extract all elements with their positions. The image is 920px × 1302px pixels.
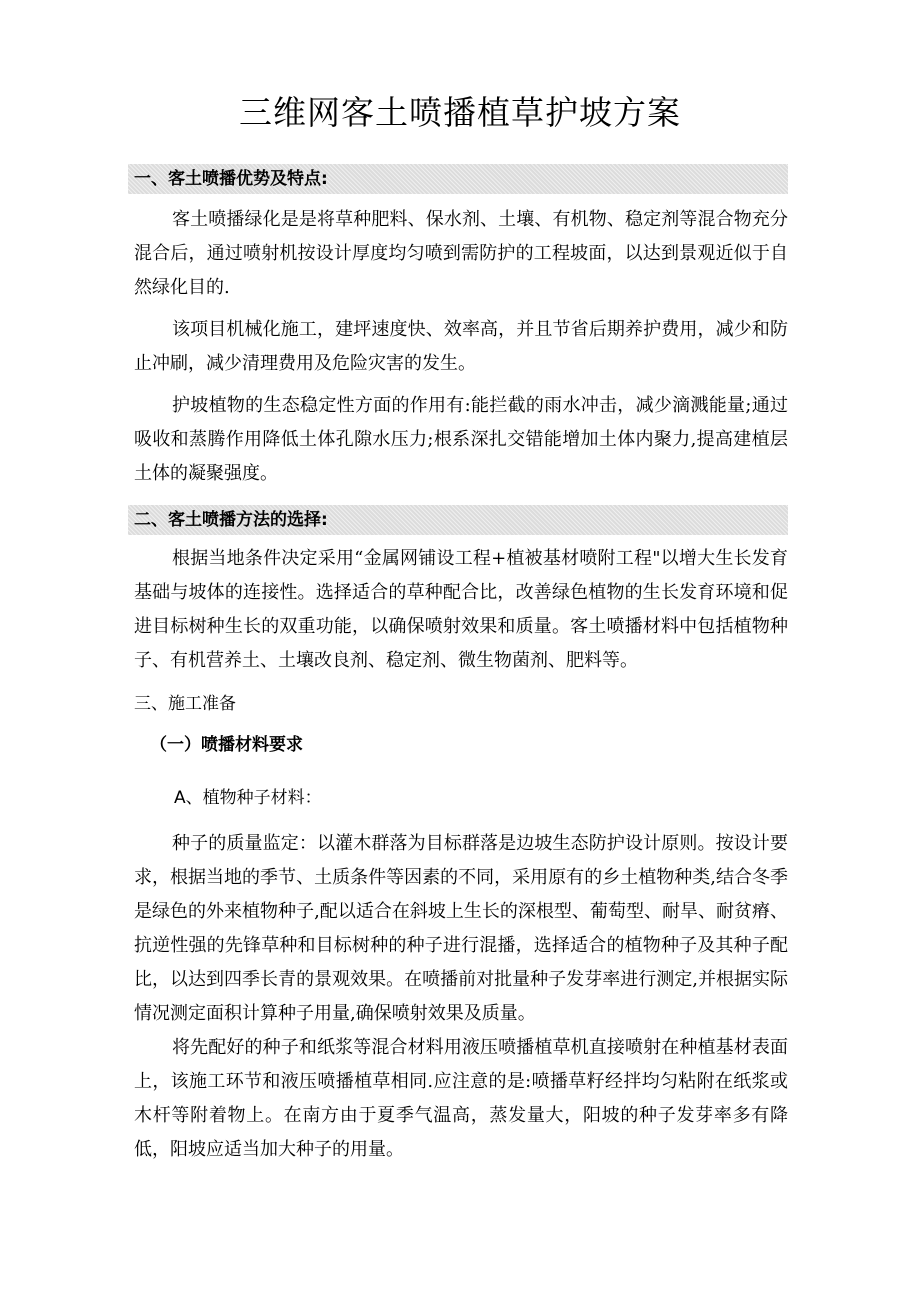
section-3-subheading: （一）喷播材料要求 xyxy=(150,735,303,755)
section-2-paragraph-1: 根据当地条件决定采用“金属网铺设工程+植被基材喷附工程"以增大生长发育基础与坡体的连接性。选择适合的草种配合比，改善绿色植物的生长发育环境和促进目标树种生长的双重功能，以确保喷射效果和质量。客土喷播材料中包括植物种子、有机营养土、土壤改良剂、稳定剂、微生物菌剂、肥料等。 xyxy=(134,548,788,671)
item-a-label: A、植物种子材料： xyxy=(174,788,322,808)
section-3-paragraph-1: 种子的质量监定：以灌木群落为目标群落是边坡生态防护设计原则。按设计要求，根据当地的季节、土质条件等因素的不同，采用原有的乡土植物种类,结合冬季是绿色的外来植物种子,配以适合在斜坡上生长的深根型、葡萄型、耐旱、耐贫瘠、抗逆性强的先锋草种和目标树种的种子进行混播，选择适合的植物种子及其种子配比，以达到四季长青的景观效果。在喷播前对批量种子发芽率进行测定,并根据实际情况测定面积计算种子用量,确保喷射效果及质量。 xyxy=(134,833,788,1024)
section-2-heading: 二、客土喷播方法的选择: xyxy=(128,505,788,535)
section-1-paragraph-2: 该项目机械化施工，建坪速度快、效率高，并且节省后期养护费用，减少和防止冲刷，减少清理费用及危险灾害的发生。 xyxy=(134,319,788,374)
section-1-paragraph-3: 护坡植物的生态稳定性方面的作用有:能拦截的雨水冲击，减少滴溅能量;通过吸收和蒸腾作用降低土体孔隙水压力;根系深扎交错能增加土体内聚力,提高建植层土体的凝聚强度。 xyxy=(134,395,788,484)
section-3-heading: 三、施工准备 xyxy=(134,694,236,714)
section-1-paragraph-1: 客土喷播绿化是是将草种肥料、保水剂、土壤、有机物、稳定剂等混合物充分混合后，通过喷射机按设计厚度均匀喷到需防护的工程坡面，以达到景观近似于自然绿化目的. xyxy=(134,209,788,298)
document-title: 三维网客土喷播植草护坡方案 xyxy=(239,93,681,132)
section-1-heading: 一、客土喷播优势及特点: xyxy=(128,164,788,194)
section-3-paragraph-2: 将先配好的种子和纸浆等混合材料用液压喷播植草机直接喷射在种植基材表面上，该施工环节和液压喷播植草相同.应注意的是:喷播草籽经拌均匀粘附在纸浆或木杆等附着物上。在南方由于夏季气温高，蒸发量大，阳坡的种子发芽率多有降低，阳坡应适当加大种子的用量。 xyxy=(134,1037,788,1160)
